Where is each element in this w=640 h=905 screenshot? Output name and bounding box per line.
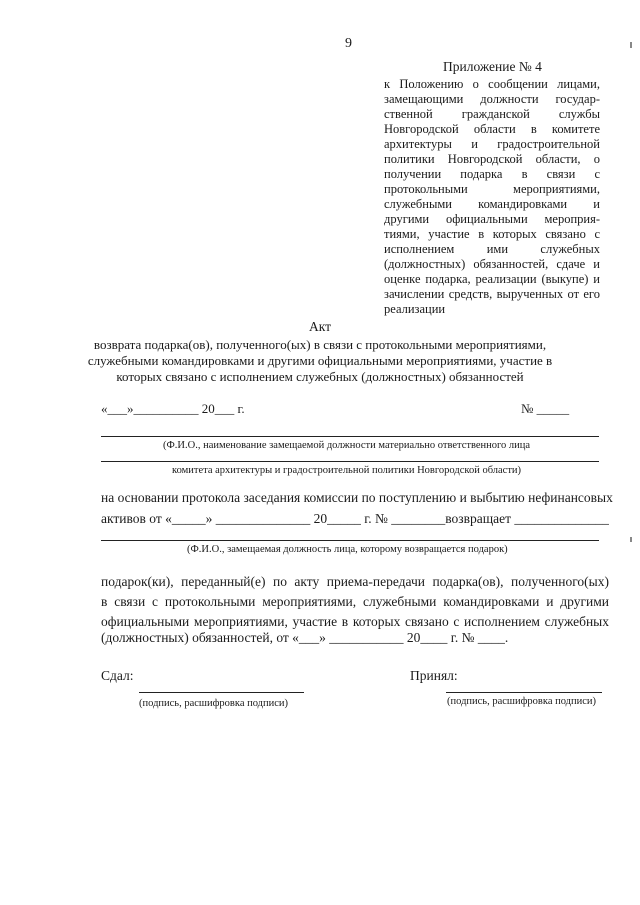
paragraph-line-1: подарок(ки), переданный(е) по акту приема-передачи подарка(ов), полученного(ых) <box>101 574 609 589</box>
appendix-text-line: зачислении средств, вырученных от его <box>384 287 600 301</box>
appendix-text-line: исполнением ими служебных <box>384 242 600 256</box>
basis-line-1: на основании протокола заседания комиссии по поступлению и выбытию нефинансовых <box>101 490 613 505</box>
received-signature-line <box>446 692 602 693</box>
appendix-text-line: замещающими должности государ- <box>384 92 600 106</box>
paragraph-line-2: в связи с протокольными мероприятиями, служебными командировками и другими <box>101 594 609 609</box>
act-subtitle-line-3: которых связано с исполнением служебных (должностных) обязанностей <box>116 369 524 384</box>
appendix-title: Приложение № 4 <box>443 59 542 74</box>
appendix-text-line: реализации <box>384 302 446 316</box>
paragraph-line-4: (должностных) обязанностей, от «___» ___________ 20____ г. № ____. <box>101 630 509 645</box>
appendix-text-line: оценке подарка, реализации (выкупе) и <box>384 272 600 286</box>
received-signature-caption: (подпись, расшифровка подписи) <box>447 696 597 707</box>
appendix-text-line: политики Новгородской области, о <box>384 152 600 166</box>
committee-line <box>101 461 599 462</box>
appendix-text-line: другими официальными мероприя- <box>384 212 600 226</box>
act-subtitle-line-1: возврата подарка(ов), полученного(ых) в связи с протокольными мероприятиями, <box>93 337 547 352</box>
returnee-caption: (Ф.И.О., замещаемая должность лица, которому возвращается подарок) <box>187 544 508 555</box>
appendix-text-line: к Положению о сообщении лицами, <box>384 77 600 91</box>
appendix-text-line: тиями, участие в которых связано с <box>384 227 600 241</box>
scan-edge-mark <box>630 42 632 48</box>
appendix-text-line: ственной гражданской службы <box>384 107 600 121</box>
gave-signature-line <box>139 692 304 693</box>
appendix-text-line: получении подарка в связи с <box>384 167 600 181</box>
page-number: 9 <box>345 36 352 51</box>
gave-label: Сдал: <box>101 668 134 683</box>
official-name-line <box>101 436 599 437</box>
appendix-text-line: служебными командировками и <box>384 197 600 211</box>
committee-caption: комитета архитектуры и градостроительной политики Новгородской области) <box>172 465 522 476</box>
appendix-text <box>384 77 600 317</box>
appendix-text-line: Новгородской области в комитете <box>384 122 600 136</box>
act-number-field: № _____ <box>521 401 570 416</box>
paragraph-line-3: официальными мероприятиями, участие в которых связано с исполнением служебных <box>101 614 609 629</box>
official-name-caption: (Ф.И.О., наименование замещаемой должности материально ответственного лица <box>163 440 531 451</box>
appendix-text-line: (должностных) обязанностей, сдаче и <box>384 257 600 271</box>
received-label: Принял: <box>410 668 458 683</box>
basis-line-2: активов от «_____» ______________ 20_____ г. № ________возвращает ______________ <box>101 511 609 526</box>
act-title: Акт <box>308 319 332 334</box>
act-subtitle-line-2: служебными командировками и другими официальными мероприятиями, участие в <box>87 353 553 368</box>
gave-signature-caption: (подпись, расшифровка подписи) <box>139 698 289 709</box>
appendix-text-line: архитектуры и градостроительной <box>384 137 600 151</box>
appendix-text-line: протокольными мероприятиями, <box>384 182 600 196</box>
scan-edge-mark <box>630 537 632 542</box>
returnee-line <box>101 540 599 541</box>
act-date-field: «___»__________ 20___ г. <box>101 401 245 416</box>
